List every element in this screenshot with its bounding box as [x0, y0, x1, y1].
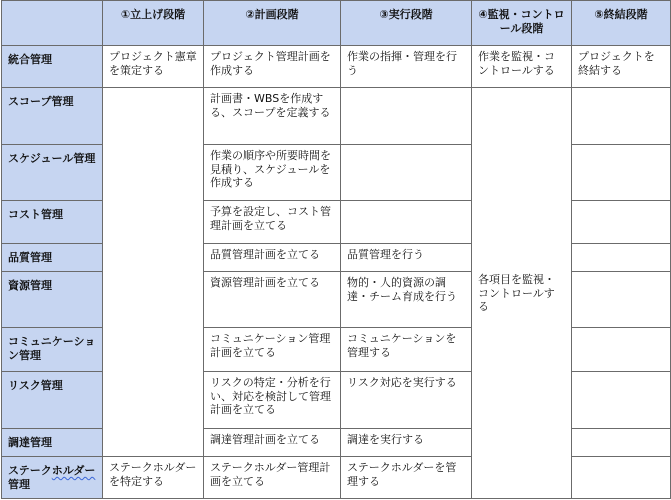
cell-executing: 作業の指揮・管理を行う	[341, 46, 472, 88]
row-label-stakeholder	[2, 457, 103, 499]
header-row	[2, 1, 671, 46]
cell-closing	[572, 88, 671, 145]
cell-planning: 品質管理計画を立てる	[204, 244, 341, 272]
cell-planning: 調達管理計画を立てる	[204, 429, 341, 457]
cell-closing	[572, 244, 671, 272]
row-label-part: 管理	[8, 477, 30, 491]
row-label-risk: リスク管理	[2, 372, 103, 429]
cell-closing	[572, 201, 671, 244]
cell-executing: リスク対応を実行する	[341, 372, 472, 429]
cell-closing	[572, 272, 671, 328]
cell-closing	[572, 328, 671, 372]
cell-planning: 予算を設定し、コスト管理計画を立てる	[204, 201, 341, 244]
row-label-resource: 資源管理	[2, 272, 103, 328]
spellcheck-underlined-text: ホルダー	[51, 464, 96, 477]
cell-planning: 資源管理計画を立てる	[204, 272, 341, 328]
cell-executing: 品質管理を行う	[341, 244, 472, 272]
table-row	[2, 88, 671, 145]
cell-closing	[572, 429, 671, 457]
cell-executing: 物的・人的資源の調達・チーム育成を行う	[341, 272, 472, 328]
cell-executing: コミュニケーションを管理する	[341, 328, 472, 372]
table-row	[2, 46, 671, 88]
cell-monitoring: 作業を監視・コントロールする	[472, 46, 572, 88]
cell-planning: 作業の順序や所要時間を見積り、スケジュールを作成する	[204, 145, 341, 201]
cell-closing	[572, 372, 671, 429]
row-label-integration: 統合管理	[2, 46, 103, 88]
row-label-scope: スコープ管理	[2, 88, 103, 145]
row-label-communication: コミュニケーション管理	[2, 328, 103, 372]
cell-closing	[572, 457, 671, 499]
header-monitoring: ④監視・コントロール段階	[472, 1, 572, 46]
row-label-schedule: スケジュール管理	[2, 145, 103, 201]
cell-planning: 計画書・WBSを作成する、スコープを定義する	[204, 88, 341, 145]
cell-planning: ステークホルダー管理計画を立てる	[204, 457, 341, 499]
project-management-table	[1, 0, 671, 499]
cell-executing	[341, 145, 472, 201]
cell-executing	[341, 201, 472, 244]
header-closing: ⑤終結段階	[572, 1, 671, 46]
cell-monitoring-merged: 各項目を監視・コントロールする	[472, 88, 572, 499]
row-label-part: ステーク	[8, 464, 52, 477]
cell-initiating: ステークホルダーを特定する	[103, 457, 204, 499]
header-corner	[2, 1, 103, 46]
header-executing: ③実行段階	[341, 1, 472, 46]
cell-initiating-empty	[103, 88, 204, 457]
cell-executing: ステークホルダーを管理する	[341, 457, 472, 499]
cell-closing: プロジェクトを終結する	[572, 46, 671, 88]
cell-closing	[572, 145, 671, 201]
cell-planning: リスクの特定・分析を行い、対応を検討して管理計画を立てる	[204, 372, 341, 429]
row-label-quality: 品質管理	[2, 244, 103, 272]
header-initiating: ①立上げ段階	[103, 1, 204, 46]
cell-planning: コミュニケーション管理計画を立てる	[204, 328, 341, 372]
cell-planning: プロジェクト管理計画を作成する	[204, 46, 341, 88]
cell-executing: 調達を実行する	[341, 429, 472, 457]
cell-executing	[341, 88, 472, 145]
row-label-cost: コスト管理	[2, 201, 103, 244]
row-label-procurement: 調達管理	[2, 429, 103, 457]
header-planning: ②計画段階	[204, 1, 341, 46]
cell-initiating: プロジェクト憲章を策定する	[103, 46, 204, 88]
